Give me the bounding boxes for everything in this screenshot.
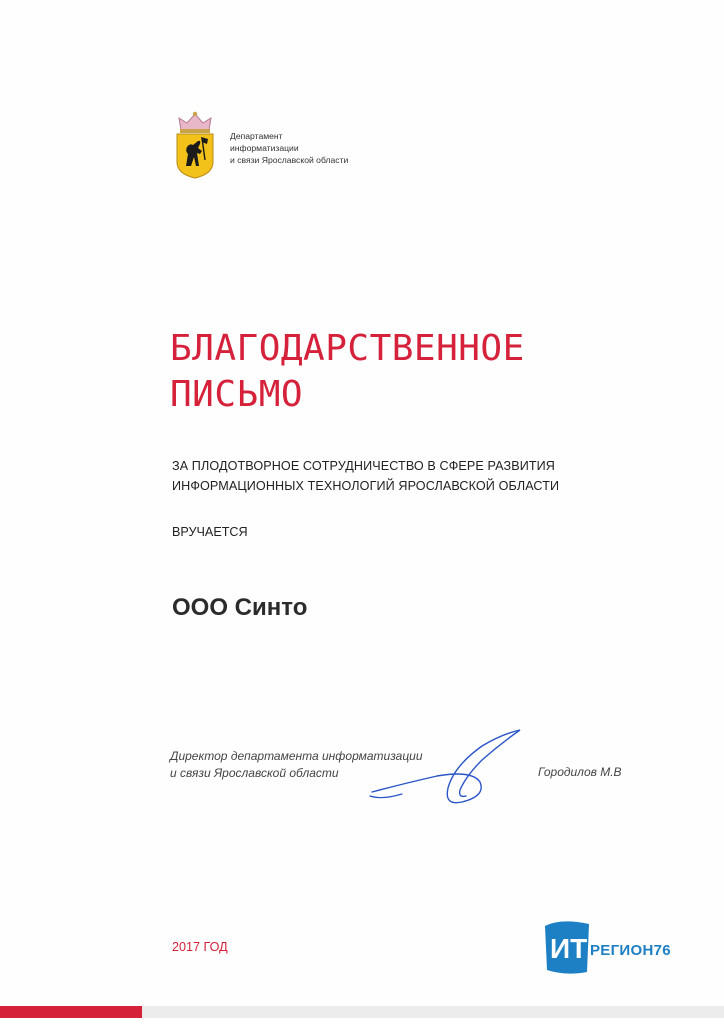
- logo-region: РЕГИОН76: [590, 942, 671, 959]
- letter-subtitle: [172, 456, 559, 496]
- signature-icon: [362, 726, 532, 814]
- svg-text:ИТ: ИТ: [550, 933, 588, 964]
- coat-of-arms-icon: [172, 110, 218, 180]
- department-name: [230, 130, 348, 166]
- title-line: БЛАГОДАРСТВЕННОЕ: [170, 328, 525, 369]
- awarded-label: ВРУЧАЕТСЯ: [172, 525, 248, 539]
- footer-accent-bar: [0, 1006, 142, 1018]
- signatory-name: Городилов М.В: [538, 765, 622, 779]
- role-line: и связи Ярославской области: [170, 766, 339, 780]
- recipient-name: ООО Синто: [172, 594, 308, 621]
- letter-title: [170, 326, 525, 418]
- subtitle-line: ЗА ПЛОДОТВОРНОЕ СОТРУДНИЧЕСТВО В СФЕРЕ РАЗВИТИЯ: [172, 459, 555, 473]
- logo-text: [590, 942, 671, 959]
- department-line: и связи Ярославской области: [230, 155, 349, 165]
- department-line: Департамент: [230, 131, 283, 141]
- role-line: Директор департамента информатизации: [170, 749, 423, 763]
- subtitle-line: ИНФОРМАЦИОННЫХ ТЕХНОЛОГИЙ ЯРОСЛАВСКОЙ ОБЛАСТИ: [172, 479, 560, 493]
- document-year: 2017 ГОД: [172, 940, 228, 954]
- department-line: информатизации: [230, 143, 299, 153]
- title-line: ПИСЬМО: [170, 374, 304, 415]
